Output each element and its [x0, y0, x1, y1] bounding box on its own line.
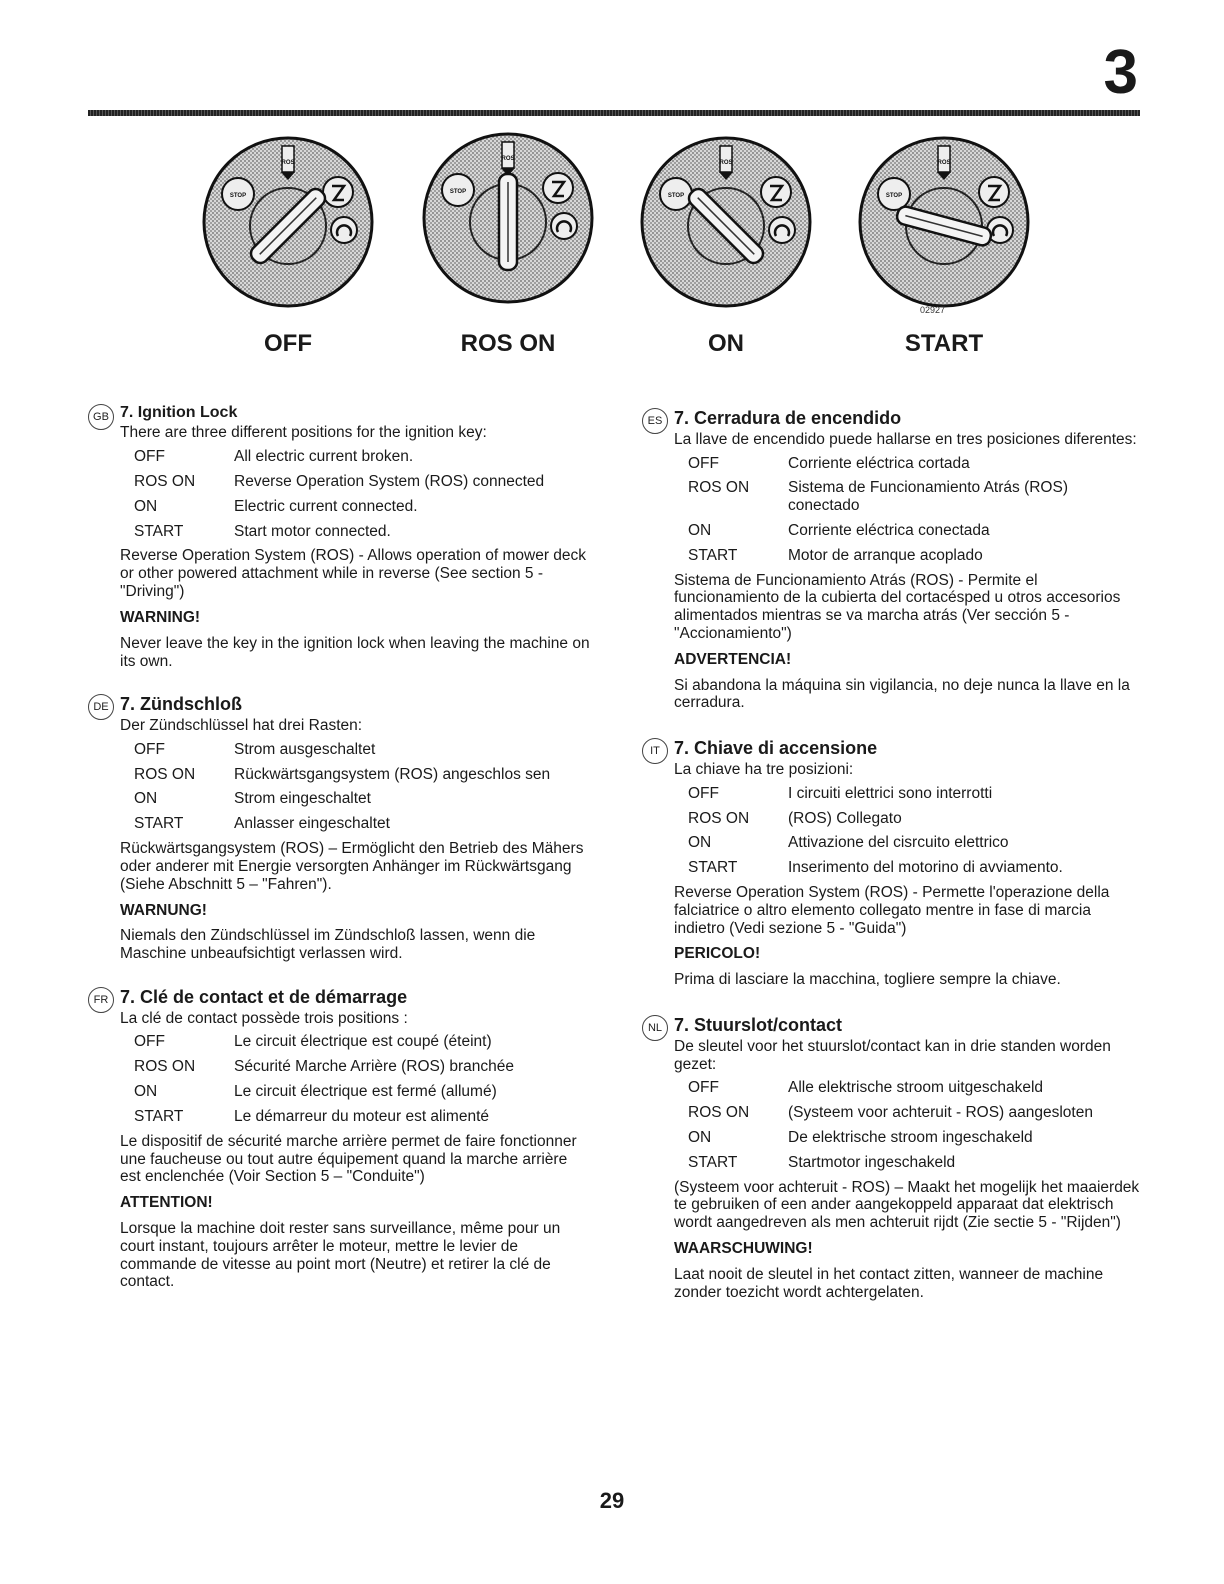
- section-it: [650, 738, 1142, 989]
- stop-icon: [222, 178, 254, 210]
- language-badge-es: ES: [642, 408, 668, 434]
- page-number: 29: [599, 1488, 625, 1513]
- language-badge-fr: FR: [88, 987, 114, 1013]
- section-de: [93, 694, 590, 963]
- ignition-dial-ros-on: [424, 134, 592, 302]
- positions-table: [134, 741, 590, 833]
- svg-text:STOP: STOP: [667, 193, 685, 199]
- engine-start-icon: [331, 217, 357, 243]
- section-paragraph: Reverse Operation System (ROS) - Permette l'operazione della falciatrice o altro elemento collegato mentre in fase di marcia indietro (Vedi sezione 5 - "Guida"): [674, 884, 1110, 937]
- dial-label-on: ON: [708, 330, 744, 357]
- key-handle: [499, 174, 517, 270]
- engine-start-icon: [769, 217, 795, 243]
- stop-icon: [442, 174, 474, 206]
- positions-table: [688, 1079, 1142, 1171]
- svg-text:ROS: ROS: [281, 160, 295, 166]
- section-title: 7. Chiave di accensione: [674, 738, 878, 759]
- warning-text: Prima di lasciare la macchina, togliere sempre la chiave.: [674, 971, 1061, 989]
- table-row: ON Strom eingeschaltet: [134, 790, 371, 808]
- table-row: ROS ON Sistema de Funcionamiento Atrás (ROS) conectado: [688, 479, 1068, 515]
- table-row: ON De elektrische stroom ingeschakeld: [688, 1129, 1033, 1146]
- table-row: OFF I circuiti elettrici sono interrotti: [688, 784, 993, 802]
- section-title: 7. Stuurslot/contact: [674, 1015, 843, 1036]
- section-title: 7. Cerradura de encendido: [674, 408, 902, 428]
- warning-heading: ATTENTION!: [120, 1194, 213, 1212]
- table-row: ROS ON Rückwärtsgangsystem (ROS) angeschlos sen: [134, 765, 551, 783]
- table-row: OFF All electric current broken.: [134, 448, 414, 466]
- positions-table: [688, 785, 1142, 877]
- section-gb: [93, 404, 590, 670]
- ignition-dial-off: [204, 138, 372, 306]
- table-row: ROS ON (ROS) Collegato: [688, 809, 902, 827]
- section-intro: There are three different positions for the ignition key:: [120, 424, 487, 442]
- warning-heading: WARNUNG!: [120, 901, 207, 919]
- table-row: ON Electric current connected.: [134, 497, 418, 515]
- section-paragraph: Le dispositif de sécurité marche arrière permet de faire fonctionner une faucheuse ou tout autre équipement quand la marche arrière est enclenchée (Voir Section 5 – "Conduite"): [120, 1132, 577, 1186]
- table-row: START Start motor connected.: [134, 522, 391, 540]
- table-row: OFF Strom ausgeschaltet: [134, 740, 376, 758]
- svg-text:ROS: ROS: [501, 156, 515, 162]
- section-es: [647, 408, 1142, 712]
- svg-text:ROS: ROS: [719, 160, 733, 166]
- warning-text: Lorsque la machine doit rester sans surveillance, même pour un court instant, toujours arrêter le moteur, mettre le levier de commande de vitesse au point mort (Neutre) et retirer la clé de contact.: [120, 1219, 561, 1291]
- language-badge-it: IT: [642, 738, 668, 764]
- table-row: OFF Alle elektrische stroom uitgeschakeld: [688, 1079, 1044, 1097]
- table-row: START Anlasser eingeschaltet: [134, 815, 390, 833]
- language-badge-nl: NL: [642, 1015, 668, 1041]
- table-row: ON Attivazione del cisrcuito elettrico: [688, 834, 1009, 852]
- warning-text: Niemals den Zündschlüssel im Zündschloß lassen, wenn die Maschine unbeaufsichtigt verlassen wird.: [120, 927, 536, 963]
- warning-heading: WARNING!: [120, 608, 201, 626]
- ignition-dial-start: [860, 138, 1028, 306]
- stop-icon: [660, 178, 692, 210]
- section-paragraph: (Systeem voor achteruit - ROS) – Maakt het mogelijk het maaierdek te gebruiken of een ander aangekoppeld apparaat dat elektrisch wordt aangedreven als men achteruit rijdt (Zie sectie 5 - "Rijden"): [674, 1178, 1140, 1232]
- table-row: START Inserimento del motorino di avviamento.: [688, 859, 1063, 877]
- section-title: 7. Zündschloß: [120, 694, 243, 715]
- language-badge-gb: GB: [88, 404, 114, 430]
- dial-label-off: OFF: [264, 330, 312, 357]
- ignition-dial-on: [642, 138, 810, 306]
- svg-text:ROS: ROS: [937, 160, 951, 166]
- positions-table: [134, 448, 590, 540]
- svg-text:STOP: STOP: [449, 189, 467, 195]
- ignition-figure: [0, 0, 1224, 330]
- warning-text: Si abandona la máquina sin vigilancia, no deje nunca la llave en la cerradura.: [674, 676, 1130, 712]
- warning-heading: WAARSCHUWING!: [674, 1240, 813, 1258]
- section-intro: De sleutel voor het stuurslot/contact kan in drie standen worden gezet:: [674, 1037, 1111, 1073]
- figure-code: 02927: [920, 305, 946, 315]
- power-on-icon: [543, 173, 573, 203]
- stop-icon: [878, 178, 910, 210]
- section-intro: La chiave ha tre posizioni:: [674, 760, 854, 778]
- power-on-icon: [979, 177, 1009, 207]
- section-title: 7. Clé de contact et de démarrage: [120, 986, 408, 1007]
- table-row: ROS ON Reverse Operation System (ROS) connected: [134, 473, 545, 491]
- table-row: ON Le circuit électrique est fermé (allumé): [134, 1083, 497, 1101]
- section-fr: [93, 986, 590, 1291]
- section-intro: La llave de encendido puede hallarse en tres posiciones diferentes:: [674, 430, 1137, 448]
- svg-text:STOP: STOP: [885, 193, 903, 199]
- dial-label-ros-on: ROS ON: [460, 330, 556, 357]
- positions-table: [688, 455, 1142, 565]
- section-intro: Der Zündschlüssel hat drei Rasten:: [120, 717, 363, 735]
- positions-table: [134, 1033, 590, 1125]
- table-row: OFF Corriente eléctrica cortada: [688, 454, 970, 472]
- power-on-icon: [761, 177, 791, 207]
- warning-text: Laat nooit de sleutel in het contact zitten, wanneer de machine zonder toezicht wordt achtergelaten.: [674, 1265, 1104, 1301]
- section-title: 7. Ignition Lock: [120, 404, 238, 421]
- section-paragraph: Reverse Operation System (ROS) - Allows operation of mower deck or other powered attachment while in reverse (See section 5 - "Driving"): [120, 547, 587, 601]
- table-row: START Motor de arranque acoplado: [688, 546, 983, 564]
- warning-heading: PERICOLO!: [674, 945, 761, 963]
- power-on-icon: [323, 177, 353, 207]
- table-row: START Startmotor ingeschakeld: [688, 1153, 956, 1171]
- section-intro: La clé de contact possède trois positions :: [120, 1009, 408, 1027]
- warning-text: Never leave the key in the ignition lock when leaving the machine on its own.: [120, 634, 590, 670]
- engine-start-icon: [551, 213, 577, 239]
- language-badge-de: DE: [88, 694, 114, 720]
- svg-text:STOP: STOP: [229, 193, 247, 199]
- table-row: ON Corriente eléctrica conectada: [688, 521, 990, 539]
- table-row: ROS ON (Systeem voor achteruit - ROS) aangesloten: [688, 1104, 1093, 1122]
- warning-heading: ADVERTENCIA!: [674, 650, 792, 668]
- section-paragraph: Rückwärtsgangsystem (ROS) – Ermöglicht den Betrieb des Mähers oder anderer mit Energie versorgten Anhänger im Rückwärtsgang (Siehe Abschnitt 5 – "Fahren").: [120, 840, 584, 893]
- section-nl: [647, 1015, 1142, 1301]
- dial-label-start: START: [904, 330, 984, 357]
- chapter-number: 3: [1103, 38, 1138, 107]
- section-paragraph: Sistema de Funcionamiento Atrás (ROS) - Permite el funcionamiento de la cubierta del cortacésped u otros accesorios alimentados mientras se va marcha atrás (Ver sección 5 - "Accionamiento"): [674, 571, 1121, 642]
- table-row: ROS ON Sécurité Marche Arrière (ROS) branchée: [134, 1058, 514, 1076]
- table-row: START Le démarreur du moteur est alimenté: [134, 1107, 490, 1125]
- table-row: OFF Le circuit électrique est coupé (éteint): [134, 1033, 492, 1051]
